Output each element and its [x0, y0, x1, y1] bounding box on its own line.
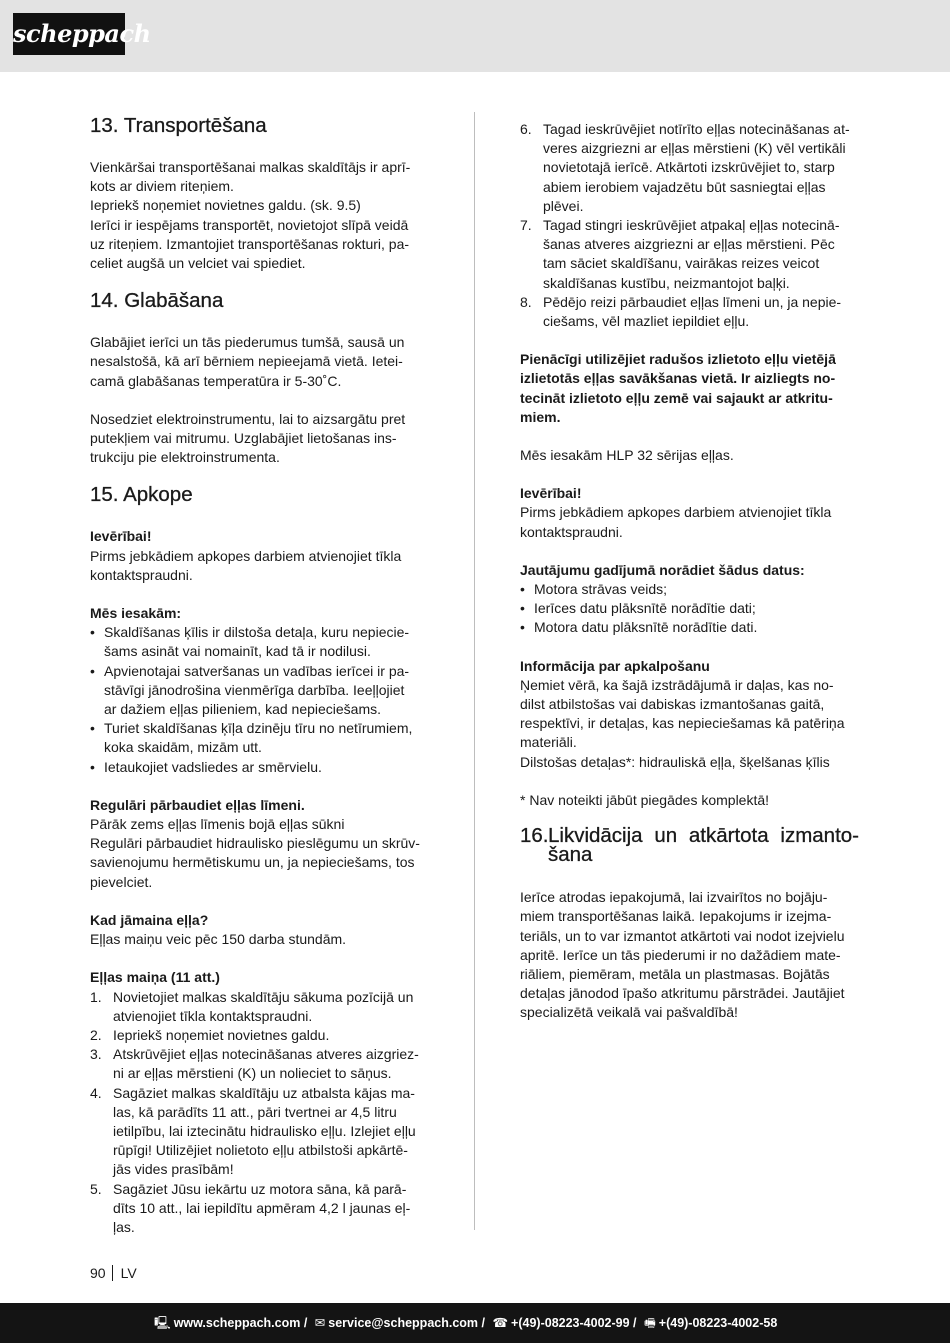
attention-text: Pirms jebkādiem apkopes darbiem atvienojiet tīkla kontaktspraudni. [90, 547, 402, 583]
section-number: 15. [90, 483, 119, 507]
page-number-value: 90 [90, 1265, 106, 1281]
list-item: 7. Tagad stingri ieskrūvējiet atpakaļ eļļas notecinā- šanas atveres aizgriezni ar eļļas mērstieni. Pēc tam sāciet skaldīšanu, vairākas reizes veicot skaldīšanas kustību, neizmantojot baļķi. [520, 217, 840, 291]
language-code: LV [120, 1265, 137, 1281]
disposal-paragraph: Ierīce atrodas iepakojumā, lai izvairītos no bojāju- miem transportēšanas laikā. Iepakojums ir izejma- teriāls, un to var izmantot atkārtoti vai nodot izejvielu apritē. Ierīce un tās piederumi ir no dažādiem mate- riāliem, piemēram, metāla un plastmasas. Bojātās detaļas jānodod īpašo atkritumu pārstrādei. Jautājiet specializētā veikalā vai pašvaldībā! [520, 889, 845, 1021]
scheppach-logo: scheppach [13, 13, 125, 55]
right-column [520, 120, 859, 1023]
fax-number: +(49)-08223-4002-58 [658, 1316, 778, 1330]
list-item: • Ietaukojiet vadsliedes ar smērvielu. [90, 758, 430, 777]
email-link[interactable]: service@scheppach.com / [328, 1316, 485, 1330]
questions-list [520, 580, 859, 638]
attention-text: Pirms jebkādiem apkopes darbiem atvienojiet tīkla kontaktspraudni. [520, 504, 832, 540]
list-item: 3. Atskrūvējiet eļļas notecināšanas atveres aizgriez- ni ar eļļas mērstieni (K) un nolieciet to sāņus. [90, 1046, 419, 1082]
oil-change-title: Eļļas maiņa (11 att.) [90, 969, 220, 986]
page-number [90, 1264, 137, 1283]
list-item: • Turiet skaldīšanas ķīļa dzinēju tīru no netīrumiem, koka skaidām, mizām utt. [90, 719, 430, 757]
list-item: 8. Pēdējo reizi pārbaudiet eļļas līmeni un, ja nepie- ciešams, vēl mazliet iepildiet eļļu. [520, 293, 842, 330]
service-info-title: Informācija par apkalpošanu [520, 657, 710, 674]
section-title: Transportēšana [123, 114, 267, 137]
oil-recommendation: Mēs iesakām HLP 32 sērijas eļļas. [520, 447, 734, 464]
oil-change-steps [90, 988, 430, 1238]
list-item: • Motora datu plāksnītē norādītie dati. [520, 618, 859, 637]
email-icon: ✉ [314, 1316, 326, 1330]
list-item: 1. Novietojiet malkas skaldītāju sākuma pozīcijā un atvienojiet tīkla kontaktspraudni. [90, 988, 414, 1024]
section-number: 16. [520, 824, 549, 848]
page-separator [112, 1265, 113, 1281]
header-bar [0, 0, 950, 72]
column-divider [474, 112, 475, 1230]
oil-disposal-notice: Pienācīgi utilizējiet radušos izlietoto eļļu vietējā izlietotās eļļas savākšanas vietā. Ir aizliegts no- tecināt izlietoto eļļu zemē vai sajaukt ar atkritu- miem. [520, 351, 836, 425]
oil-change-when-text: Eļļas maiņu veic pēc 150 darba stundām. [90, 931, 347, 948]
phone-icon: ☎ [492, 1316, 509, 1330]
section-number: 14. [90, 289, 119, 313]
transport-paragraph: Vienkāršai transportēšanai malkas skaldītājs ir aprī- kots ar diviem riteņiem. Iepriekš noņemiet novietnes galdu. (sk. 9.5) Ierīci ir iespējams transportēt, novietojot slīpā veidā uz riteņiem. Izmantojiet transportēšanas rokturi, pa- celiet augšā un velciet vai spiediet. [90, 159, 411, 272]
section-title: Apkope [123, 483, 193, 507]
list-item: 4. Sagāziet malkas skaldītāju uz atbalsta kājas ma- las, kā parādīts 11 att., pāri tvertnei ar 4,5 litru ietilpību, lai iztecinātu hidraulisko eļļu. Izlejiet eļļu rūpīgi! Utilizējiet nolietoto eļļu atbilstoši apkārtē- jās vides prasībām! [90, 1084, 416, 1178]
section-13-heading [90, 114, 430, 138]
phone-number: +(49)-08223-4002-99 / [511, 1316, 637, 1330]
storage-paragraph-1: Glabājiet ierīci un tās piederumus tumšā, sausā un nesalstošā, kā arī bērniem nepieejamā vietā. Ietei- camā glabāšanas temperatūra ir 5-30˚C. [90, 334, 405, 389]
website-link[interactable]: www.scheppach.com / [173, 1316, 308, 1330]
section-title-continued: šana [548, 843, 593, 867]
footer-contact-bar [0, 1303, 950, 1343]
delivery-footnote: * Nav noteikti jābūt piegādes komplektā! [520, 791, 770, 808]
list-item: • Motora strāvas veids; [520, 580, 859, 599]
oil-change-when-title: Kad jāmaina eļļa? [90, 911, 209, 928]
section-title: Likvidācija un atkārtota izmanto- [548, 824, 859, 848]
attention-label: Ievērībai! [90, 528, 152, 545]
list-item: • Apvienotajai satveršanas un vadības ierīcei ir pa- stāvīgi jānodrošina vienmērīga darbība. Ieeļļojiet ar dažiem eļļas pilieniem, kad nepieciešams. [90, 662, 430, 720]
oil-check-text: Pārāk zems eļļas līmenis bojā eļļas sūkni Regulāri pārbaudiet hidraulisko pieslēgumu un skrūv- savienojumu hermētiskumu un, ja nepieciešams, tos pievelciet. [90, 816, 420, 890]
section-16-heading [520, 824, 859, 867]
oil-check-title: Regulāri pārbaudiet eļļas līmeni. [90, 796, 305, 813]
recommend-label: Mēs iesakām: [90, 605, 182, 622]
list-item: • Skaldīšanas ķīlis ir dilstoša detaļa, kuru nepiecie- šams asināt vai nomainīt, kad tā ir nodilusi. [90, 623, 430, 661]
list-item: 6. Tagad ieskrūvējiet notīrīto eļļas notecināšanas at- veres aizgriezni ar eļļas mērstieni (K) vēl vertikāli novietotajā ierīcē. Atkārtoti izskrūvējiet to, starp abiem ierobiem vajadzētu būt sasniegtai eļļas plēvei. [520, 121, 850, 214]
section-15-heading [90, 483, 430, 507]
oil-change-steps-continued [520, 120, 859, 331]
service-info-text: Ņemiet vērā, ka šajā izstrādājumā ir daļas, kas no- dilst atbilstošas vai dabiskas izmantošanas gaitā, respektīvi, ir detaļas, kas nepieciešamas kā patēriņa materiāli. [520, 676, 845, 751]
wear-parts-text: Dilstošas detaļas*: hidrauliskā eļļa, šķelšanas ķīlis [520, 753, 830, 770]
list-item: • Ierīces datu plāksnītē norādītie dati; [520, 599, 859, 618]
list-item: 2. Iepriekš noņemiet novietnes galdu. [90, 1026, 330, 1043]
attention-label: Ievērībai! [520, 485, 582, 502]
fax-icon: 🖷 [643, 1316, 656, 1330]
computer-icon: 🖳 [154, 1316, 171, 1330]
list-item: 5. Sagāziet Jūsu iekārtu uz motora sāna, kā parā- dīts 10 att., lai iepildītu apmēram 4,2 l jaunas eļ- ļas. [90, 1180, 411, 1235]
section-14-heading [90, 289, 430, 313]
storage-paragraph-2: Nosedziet elektroinstrumentu, lai to aizsargātu pret putekļiem vai mitrumu. Uzglabājiet lietošanas ins- trukciju pie elektroinstrumenta. [90, 410, 406, 466]
section-title: Glabāšana [124, 289, 224, 313]
left-column [90, 114, 430, 1237]
maintenance-bullet-list [90, 623, 430, 777]
questions-title: Jautājumu gadījumā norādiet šādus datus: [520, 561, 805, 578]
section-number: 13. [90, 114, 119, 137]
